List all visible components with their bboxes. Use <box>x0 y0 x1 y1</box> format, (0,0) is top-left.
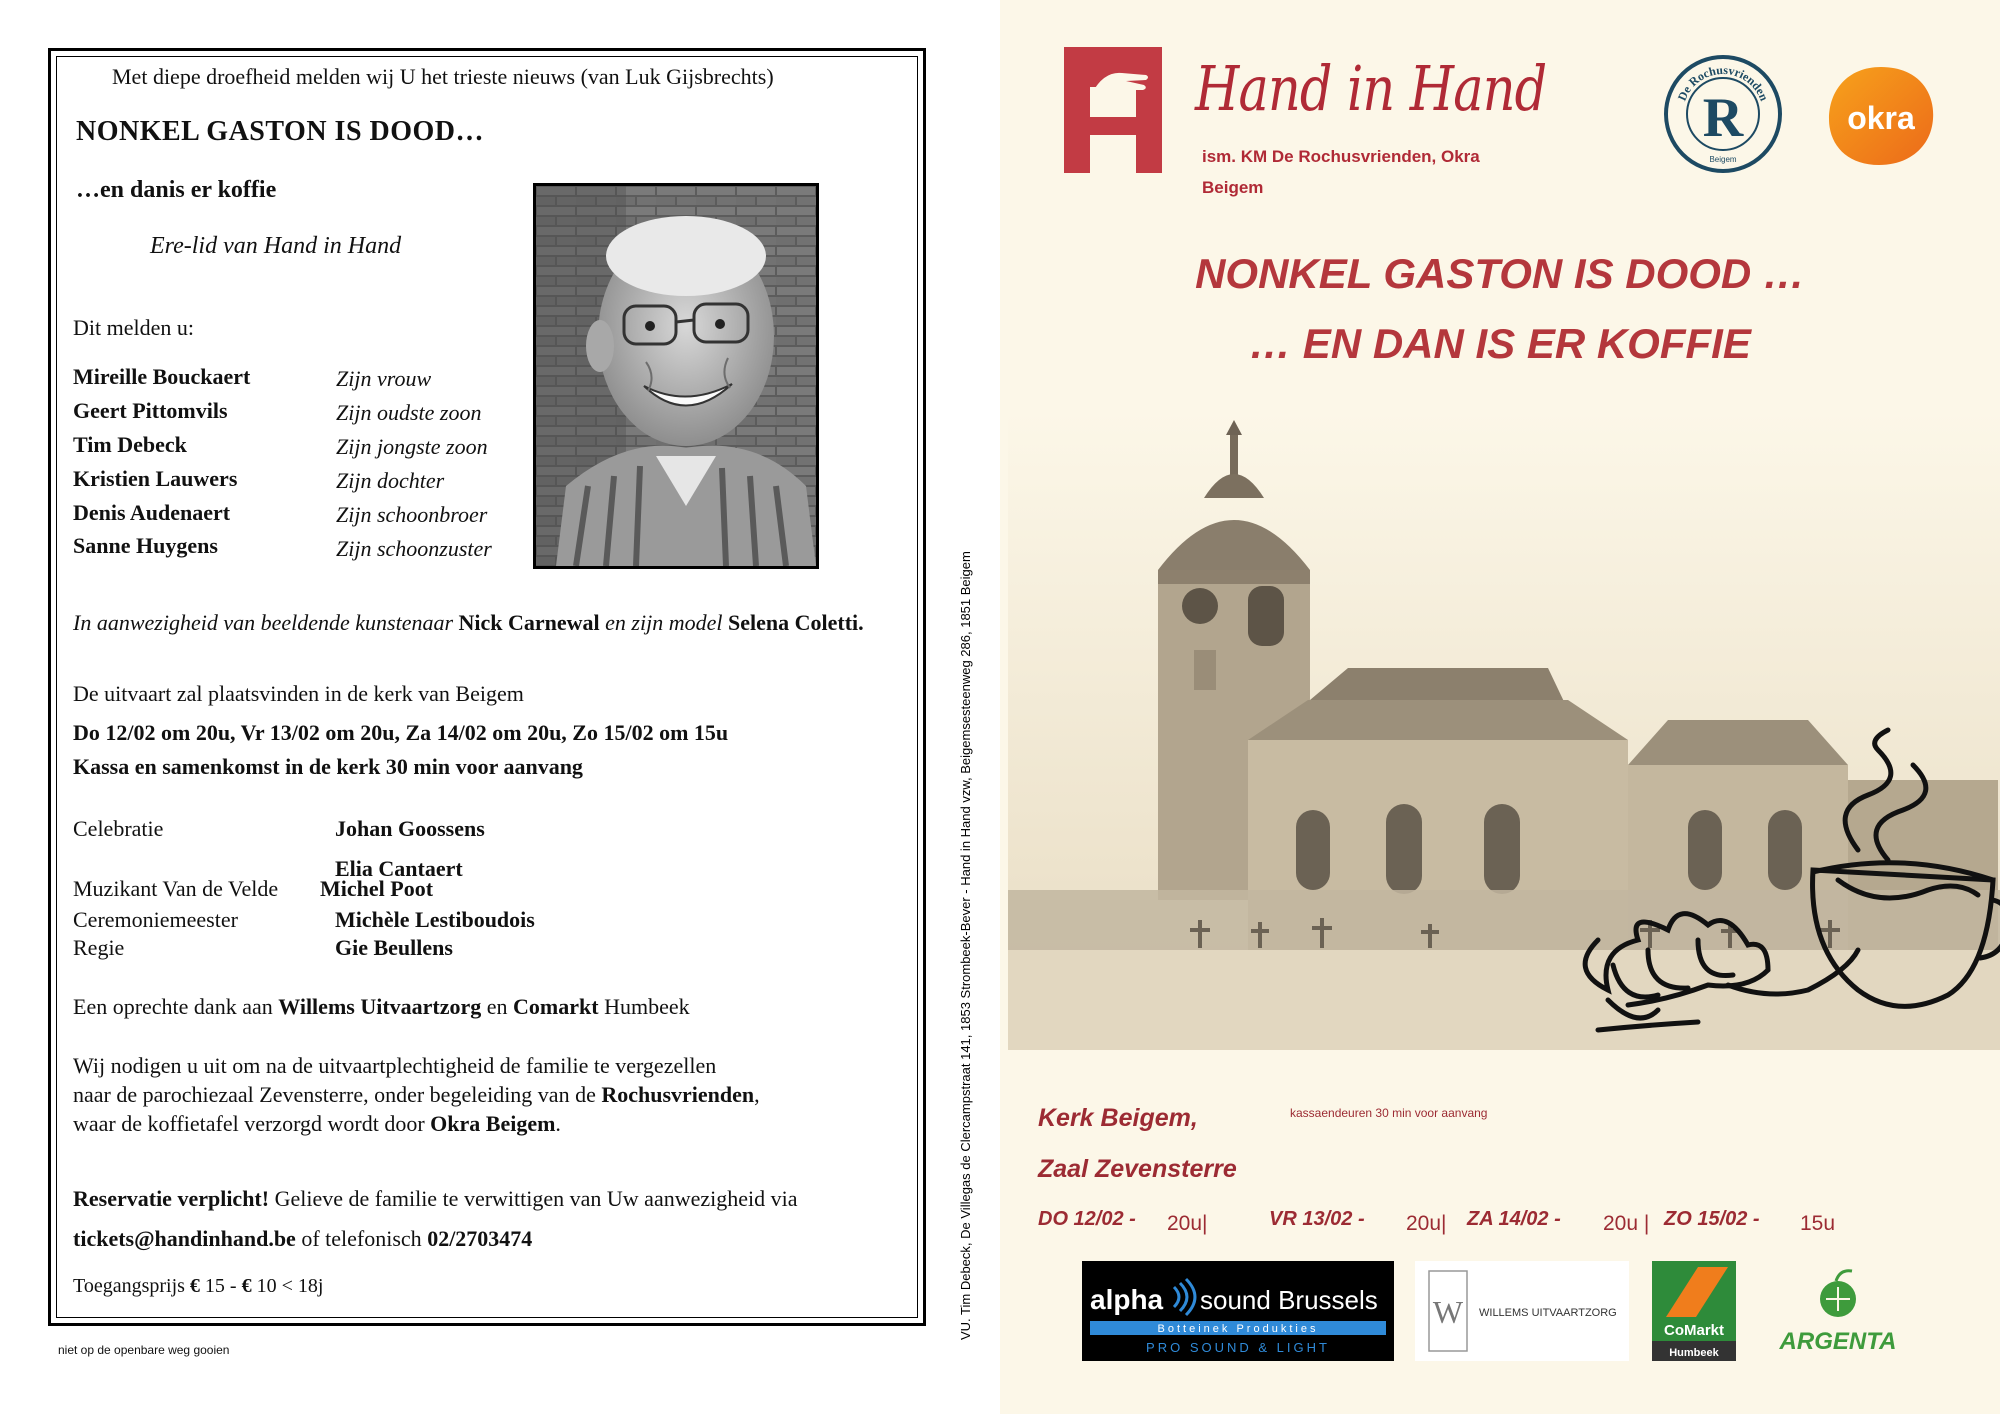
role-label: Celebratie <box>73 816 164 841</box>
price-line <box>73 1276 323 1296</box>
argenta-text: ARGENTA <box>1779 1328 1897 1355</box>
location-hall: Zaal Zevensterre <box>1038 1155 1237 1183</box>
kassa-note: kassaendeuren 30 min voor aanvang <box>1290 1106 1488 1120</box>
comarkt-sub-text: Humbeek <box>1669 1347 1719 1359</box>
rochus-logo-sub: Beigem <box>1709 155 1737 164</box>
presence-text: en zijn model <box>599 610 728 635</box>
performance-hour: 20u| <box>1406 1212 1447 1235</box>
invite-text: waar de koffietafel verzorgd wordt door <box>73 1111 431 1136</box>
family-relation: Zijn dochter <box>336 468 445 493</box>
euro-sign: € <box>189 1275 200 1297</box>
okra-name: Okra Beigem <box>430 1111 556 1136</box>
portrait-photo <box>533 183 819 569</box>
family-relation: Zijn schoonbroer <box>336 502 488 527</box>
presence-text: In aanwezigheid van beeldende kunstenaar <box>73 610 459 635</box>
family-name: Sanne Huygens <box>73 533 218 558</box>
funeral-text: De uitvaart zal plaatsvinden in de kerk van Beigem <box>73 681 524 706</box>
thanks-line <box>73 996 690 1018</box>
comarkt-logo-icon <box>1652 1261 1736 1361</box>
performance-hour: 20u| <box>1167 1212 1208 1235</box>
willems-text: WILLEMS UITVAARTZORG <box>1479 1307 1617 1319</box>
announce-label: Dit melden u: <box>73 315 194 340</box>
alpha-sound-logo-icon <box>1082 1261 1394 1361</box>
performance-day: VR 13/02 - <box>1269 1208 1365 1230</box>
email-address[interactable]: tickets@handinhand.be <box>73 1226 296 1251</box>
hand-in-hand-logo-icon <box>1064 47 1162 173</box>
argenta-logo-icon <box>1770 1261 1910 1361</box>
portrait-image <box>536 186 816 566</box>
performance-hour: 20u | <box>1603 1212 1650 1235</box>
performance-day: ZA 14/02 - <box>1467 1208 1561 1230</box>
partners-line: ism. KM De Rochusvrienden, Okra <box>1202 147 1480 166</box>
partners-line: Beigem <box>1202 178 1264 197</box>
family-relation: Zijn vrouw <box>336 366 432 391</box>
willems-logo-icon <box>1415 1261 1629 1361</box>
location-church: Kerk Beigem, <box>1038 1104 1198 1132</box>
reservation-required: Reservatie verplicht! <box>73 1186 270 1211</box>
rochus-letter: R <box>1702 87 1744 149</box>
alpha-sub-text: Botteinek Produkties <box>1157 1323 1319 1335</box>
alpha-sound-text: sound Brussels <box>1200 1285 1378 1315</box>
rochus-name: Rochusvrienden <box>601 1082 755 1107</box>
role-label: Regie <box>73 935 125 960</box>
alpha-tag-text: PRO SOUND & LIGHT <box>1146 1340 1330 1355</box>
poster-title-1: NONKEL GASTON IS DOOD … <box>1195 250 1805 297</box>
sponsor-name: Willems Uitvaartzorg <box>278 994 482 1019</box>
thanks-text: Een oprechte dank aan <box>73 994 279 1019</box>
presence-line <box>73 612 864 634</box>
performance-day: DO 12/02 - <box>1038 1208 1136 1230</box>
invite-line-1: Wij nodigen u uit om na de uitvaartplechtigheid de familie te vergezellen <box>73 1053 717 1078</box>
role-value: Michèle Lestiboudois <box>335 907 535 932</box>
family-name: Geert Pittomvils <box>73 398 228 423</box>
family-name: Kristien Lauwers <box>73 466 238 491</box>
price-text: 15 - <box>199 1275 242 1297</box>
artist-name: Nick Carnewal <box>458 610 600 635</box>
not-street-note: niet op de openbare weg gooien <box>58 1343 230 1357</box>
subtitle: …en danis er koffie <box>76 177 277 203</box>
church-illustration <box>1008 410 2000 1050</box>
responsible-publisher: VU. Tim Debeck, De Villegas de Clercampstraat 141, 1853 Strombeek-Bever - Hand in Hand vzw, Beigemsesteenweg 286, 1851 Beigem <box>958 551 973 1340</box>
sponsor-name: Comarkt <box>513 994 599 1019</box>
alpha-text: alpha <box>1090 1284 1164 1315</box>
invite-text: , <box>754 1082 760 1107</box>
family-relation: Zijn schoonzuster <box>336 536 492 561</box>
comarkt-text: CoMarkt <box>1663 1322 1725 1339</box>
price-text: 10 < 18j <box>251 1275 324 1297</box>
kassa-text: Kassa en samenkomst in de kerk 30 min voor aanvang <box>73 754 583 779</box>
role-label: Ceremoniemeester <box>73 907 238 932</box>
family-relation: Zijn jongste zoon <box>336 434 488 459</box>
role-value: Johan Goossens <box>335 816 485 841</box>
performance-day: ZO 15/02 - <box>1664 1208 1760 1230</box>
invite-line-3 <box>73 1113 561 1135</box>
contact-text: of telefonisch <box>295 1226 428 1251</box>
rochus-logo-text: De Rochusvrienden <box>1674 62 1772 103</box>
okra-logo-icon <box>1823 63 1939 169</box>
brand-name: Hand in Hand <box>1195 52 1547 125</box>
role-label: Muzikant Van de Velde <box>73 876 279 901</box>
honorary-text: Ere-lid van Hand in Hand <box>150 233 402 259</box>
invite-line-2 <box>73 1084 760 1106</box>
role-value: Elia Cantaert <box>335 856 463 881</box>
rochusvrienden-logo-icon <box>1663 54 1783 174</box>
invite-text: . <box>555 1111 561 1136</box>
price-text: Toegangsprijs <box>73 1275 190 1297</box>
model-name: Selena Coletti. <box>728 610 864 635</box>
reservation-line <box>73 1188 798 1210</box>
family-relation: Zijn oudste zoon <box>336 400 482 425</box>
reservation-text: Gelieve de familie te verwittigen van Uw aanwezigheid via <box>269 1186 798 1211</box>
poster-panel <box>1000 0 2000 1414</box>
family-name: Denis Audenaert <box>73 500 231 525</box>
family-name: Tim Debeck <box>73 432 187 457</box>
family-name: Mireille Bouckaert <box>73 364 251 389</box>
euro-sign: € <box>241 1275 252 1297</box>
role-value: Michel Poot <box>320 876 434 901</box>
performance-hour: 15u <box>1800 1212 1836 1235</box>
contact-line <box>73 1228 532 1250</box>
lead-text: Met diepe droefheid melden wij U het trieste nieuws (van Luk Gijsbrechts) <box>112 64 774 89</box>
thanks-text: en <box>481 994 514 1019</box>
thanks-text: Humbeek <box>598 994 690 1019</box>
page-title: NONKEL GASTON IS DOOD… <box>76 116 485 147</box>
okra-logo-text: okra <box>1847 100 1915 136</box>
poster-title-2: … EN DAN IS ER KOFFIE <box>1249 320 1751 367</box>
willems-monogram: W <box>1432 1294 1464 1330</box>
performance-dates: Do 12/02 om 20u, Vr 13/02 om 20u, Za 14/02 om 20u, Zo 15/02 om 15u <box>73 720 729 745</box>
invite-text: naar de parochiezaal Zevensterre, onder begeleiding van de <box>73 1082 602 1107</box>
phone-number[interactable]: 02/2703474 <box>427 1226 533 1251</box>
role-value: Gie Beullens <box>335 935 453 960</box>
